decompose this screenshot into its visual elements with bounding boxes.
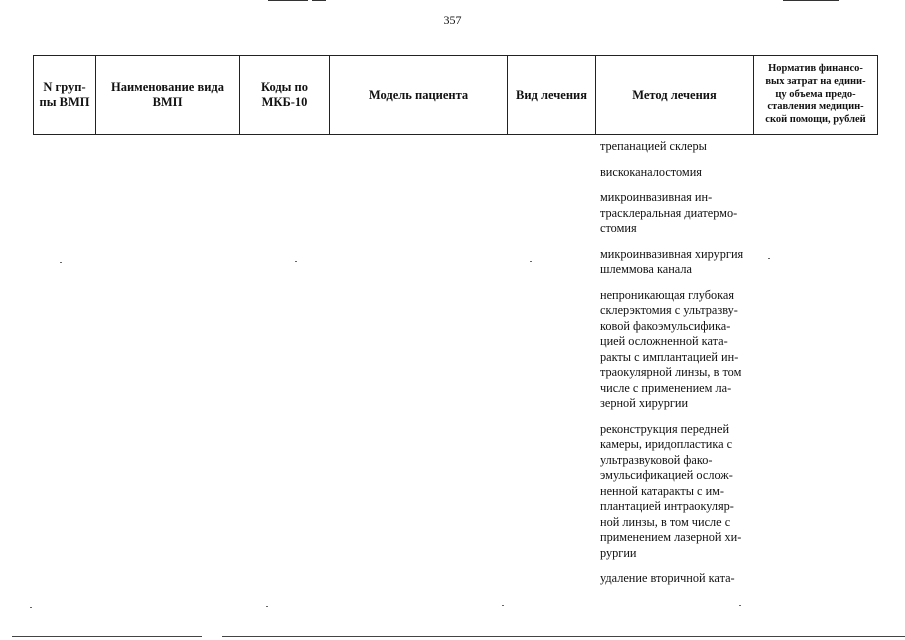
scan-speck	[60, 262, 62, 263]
top-edge-line-mid	[312, 0, 326, 1]
header-table	[33, 55, 878, 135]
column-header-care-type: Наименование вида ВМП	[96, 56, 240, 135]
method-item: реконструкция передней камеры, иридопластика с ультразвуковой фако- эмульсификацией ослож- ненной катаракты с им- плантацией интраокуляр- ной линзы, в том числе с применением лазерной хи- рургии	[600, 421, 742, 560]
top-edge-line-right	[783, 0, 839, 1]
bottom-edge-line-left	[12, 636, 202, 637]
scan-speck	[739, 605, 741, 606]
header-row	[34, 56, 878, 135]
scan-speck	[30, 607, 32, 608]
method-item: микроинвазивная ин- трасклеральная диатермо- стомия	[600, 190, 738, 235]
scan-speck	[266, 606, 268, 607]
page-number: 357	[443, 13, 462, 27]
scan-speck	[530, 261, 532, 262]
method-item: микроинвазивная хирургия шлеммова канала	[600, 246, 744, 276]
method-item: вискоканалостомия	[600, 164, 702, 179]
treatment-method-list	[600, 139, 758, 597]
column-header-group-number: N груп- пы ВМП	[34, 56, 96, 135]
column-header-cost-standard: Норматив финансо- вых затрат на едини- цу объема предо- ставления медицин- ской помощи, рублей	[754, 56, 878, 135]
scan-speck	[502, 605, 504, 606]
method-item: удаление вторичной ката-	[600, 571, 735, 585]
column-header-treatment-type: Вид лечения	[508, 56, 596, 135]
top-edge-line-left	[268, 0, 308, 1]
bottom-edge-line-right	[222, 636, 905, 637]
scan-speck	[768, 258, 770, 259]
column-header-patient-model: Модель пациента	[330, 56, 508, 135]
method-item: трепанацией склеры	[600, 139, 707, 153]
method-item: непроникающая глубокая склерэктомия с ультразву- ковой факоэмульсифика- цией осложненной ката- ракты с имплантацией ин- траокулярной линзы, в том числе с применением ла- зерной хирургии	[600, 287, 742, 410]
column-header-icd-codes: Коды по МКБ-10	[240, 56, 330, 135]
column-header-treatment-method: Метод лечения	[596, 56, 754, 135]
scan-speck	[295, 261, 297, 262]
